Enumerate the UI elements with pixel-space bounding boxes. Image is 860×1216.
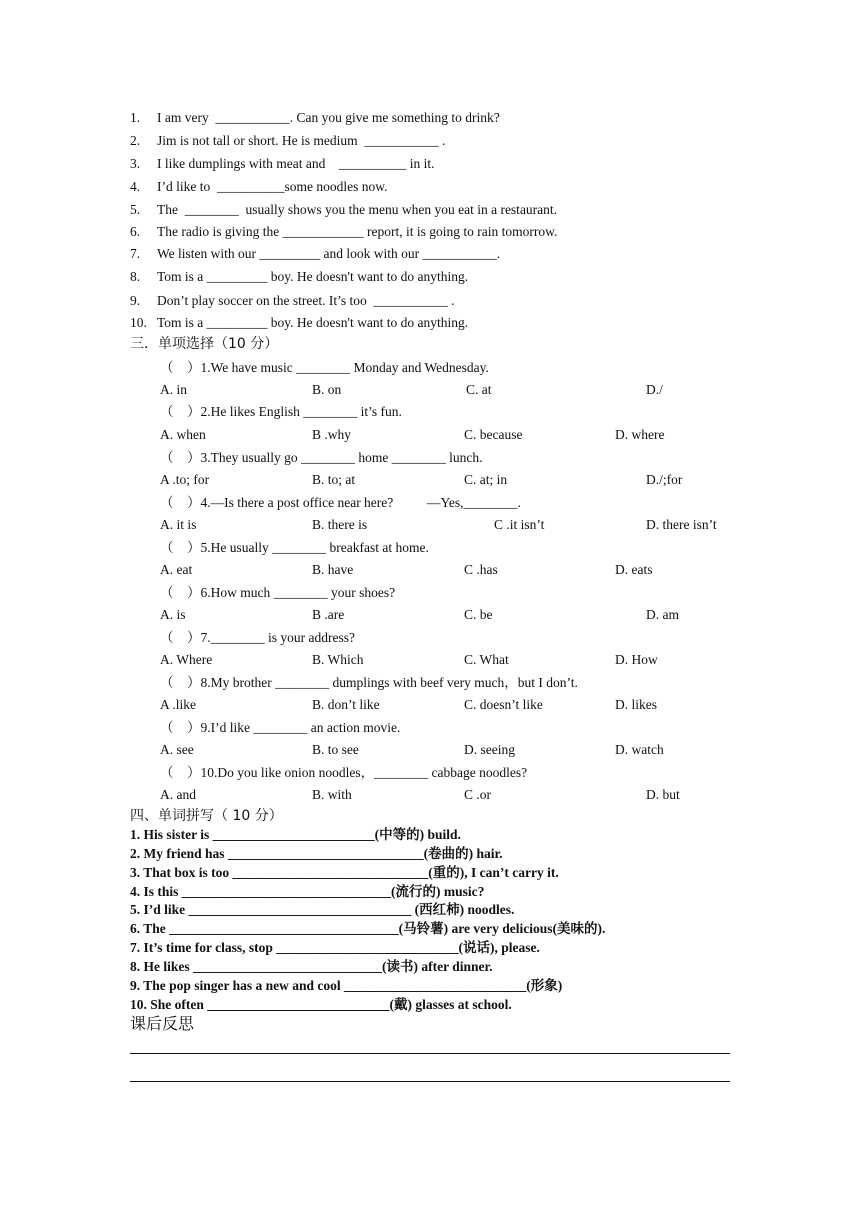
spelling-item: 6. The __________________________________(马铃薯) are very delicious(美味的). (130, 921, 606, 936)
section4-title: 四、单词拼写（ 10 分） (130, 808, 283, 824)
fill-in-sentence: We listen with our _________ and look with our ___________. (157, 246, 501, 261)
option-d: D./ (646, 382, 663, 397)
option-d: D. am (646, 607, 679, 622)
option-b: B .are (312, 607, 345, 622)
option-a: A .to; for (160, 472, 210, 487)
option-c: C .or (464, 787, 491, 802)
fill-in-number: 8. (130, 269, 141, 284)
question-stem: （ ）10.Do you like onion noodles，________ cabbage noodles? (160, 765, 528, 780)
option-d: D./;for (646, 472, 683, 487)
option-b: B .why (312, 427, 352, 442)
reflection-line (130, 1081, 730, 1082)
option-a: A. when (160, 427, 206, 442)
fill-in-number: 7. (130, 246, 141, 261)
fill-in-sentence: I like dumplings with meat and __________ in it. (157, 156, 435, 171)
fill-in-number: 1. (130, 110, 141, 125)
question-stem: （ ）5.He usually ________ breakfast at home. (160, 540, 429, 555)
option-a: A. eat (160, 562, 193, 577)
option-c: C. at (466, 382, 492, 397)
section3-title: 三．单项选择（10 分） (130, 336, 279, 352)
option-c: C. because (464, 427, 523, 442)
fill-in-number: 2. (130, 133, 141, 148)
option-d: D. likes (615, 697, 657, 712)
reflection-title: 课后反思 (130, 1014, 195, 1033)
spelling-item: 10. She often ___________________________(戴) glasses at school. (130, 997, 512, 1012)
option-d: D. there isn’t (646, 517, 717, 532)
question-stem: （ ）2.He likes English ________ it’s fun. (160, 404, 402, 419)
question-stem: （ ）3.They usually go ________ home ________ lunch. (160, 450, 483, 465)
option-c: C. What (464, 652, 509, 667)
option-c: D. seeing (464, 742, 515, 757)
option-a: A. Where (160, 652, 213, 667)
option-b: B. on (312, 382, 342, 397)
fill-in-number: 4. (130, 179, 141, 194)
fill-in-number: 3. (130, 156, 141, 171)
option-c: C. at; in (464, 472, 508, 487)
option-b: B. Which (312, 652, 364, 667)
option-b: B. to see (312, 742, 359, 757)
spelling-item: 4. Is this _______________________________(流行的) music? (130, 884, 485, 899)
reflection-line (130, 1053, 730, 1054)
spelling-item: 8. He likes ____________________________(读书) after dinner. (130, 959, 493, 974)
option-a: A .like (160, 697, 196, 712)
option-c: C .it isn’t (494, 517, 545, 532)
fill-in-sentence: Jim is not tall or short. He is medium ___________ . (157, 133, 446, 148)
fill-in-sentence: The ________ usually shows you the menu when you eat in a restaurant. (157, 202, 558, 217)
fill-in-sentence: Don’t play soccer on the street. It’s too ___________ . (157, 293, 455, 308)
fill-in-number: 9. (130, 293, 141, 308)
option-b: B. there is (312, 517, 368, 532)
option-b: B. don’t like (312, 697, 380, 712)
option-a: A. see (160, 742, 194, 757)
option-a: A. in (160, 382, 187, 397)
option-a: A. it is (160, 517, 197, 532)
fill-in-sentence: I am very ___________. Can you give me something to drink? (157, 110, 500, 125)
option-d: D. watch (615, 742, 664, 757)
option-d: D. How (615, 652, 658, 667)
fill-in-number: 10. (130, 315, 147, 330)
spelling-item: 5. I’d like _________________________________ (西红柿) noodles. (130, 902, 515, 917)
fill-in-sentence: Tom is a _________ boy. He doesn't want to do anything. (157, 315, 469, 330)
fill-in-number: 5. (130, 202, 141, 217)
spelling-item: 7. It’s time for class, stop ___________________________(说话), please. (130, 940, 540, 955)
spelling-item: 3. That box is too _____________________________(重的), I can’t carry it. (130, 865, 559, 880)
fill-in-sentence: I’d like to __________some noodles now. (157, 179, 388, 194)
question-stem: （ ）6.How much ________ your shoes? (160, 585, 396, 600)
option-b: B. to; at (312, 472, 356, 487)
option-d: D. where (615, 427, 665, 442)
fill-in-sentence: The radio is giving the ____________ report, it is going to rain tomorrow. (157, 224, 558, 239)
fill-in-sentence: Tom is a _________ boy. He doesn't want to do anything. (157, 269, 469, 284)
option-a: A. is (160, 607, 186, 622)
fill-in-number: 6. (130, 224, 141, 239)
question-stem: （ ）9.I’d like ________ an action movie. (160, 720, 401, 735)
question-stem: （ ）8.My brother ________ dumplings with beef very much，but I don’t. (160, 675, 578, 690)
spelling-item: 1. His sister is ________________________(中等的) build. (130, 827, 461, 842)
option-b: B. have (312, 562, 354, 577)
option-b: B. with (312, 787, 352, 802)
question-stem: （ ）4.—Is there a post office near here? —Yes,________. (160, 495, 521, 510)
option-d: D. eats (615, 562, 653, 577)
question-stem: （ ）7.________ is your address? (160, 630, 355, 645)
option-c: C .has (464, 562, 498, 577)
option-c: C. doesn’t like (464, 697, 543, 712)
spelling-item: 2. My friend has _____________________________(卷曲的) hair. (130, 846, 503, 861)
option-a: A. and (160, 787, 196, 802)
option-d: D. but (646, 787, 680, 802)
spelling-item: 9. The pop singer has a new and cool ___________________________(形象) (130, 978, 563, 993)
option-c: C. be (464, 607, 493, 622)
question-stem: （ ）1.We have music ________ Monday and Wednesday. (160, 360, 489, 375)
